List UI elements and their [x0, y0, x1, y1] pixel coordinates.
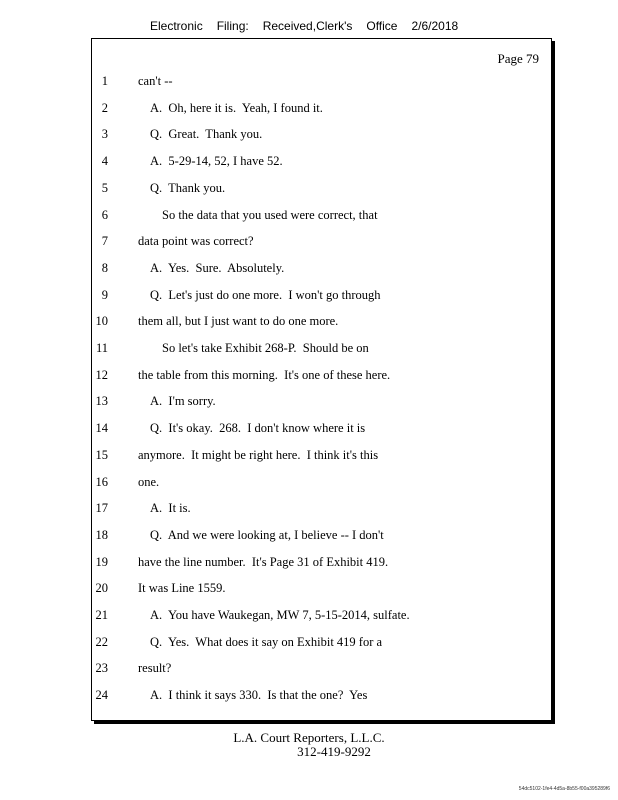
line-number: 1 — [101, 74, 108, 88]
transcript-line — [92, 125, 551, 143]
line-text: Q. Yes. What does it say on Exhibit 419 for a — [150, 634, 383, 649]
transcript-line — [92, 499, 551, 517]
transcript-line — [92, 286, 551, 304]
line-number: 13 — [95, 394, 108, 409]
line-text: It was Line 1559. — [138, 581, 226, 596]
transcript-line — [92, 553, 551, 571]
line-text: the table from this morning. It's one of these here. — [138, 367, 391, 382]
transcript-line — [92, 179, 551, 197]
transcript-line — [92, 206, 551, 224]
transcript-line — [92, 633, 551, 651]
line-number: 24 — [95, 688, 108, 703]
line-number: 14 — [95, 421, 108, 436]
transcript-line — [92, 152, 551, 170]
transcript-line — [92, 473, 551, 491]
line-text: A. 5-29-14, 52, I have 52. — [150, 154, 283, 169]
line-text: A. You have Waukegan, MW 7, 5-15-2014, sulfate. — [150, 608, 410, 622]
line-number: 19 — [95, 554, 108, 569]
filing-header — [150, 19, 472, 33]
line-text: result? — [138, 661, 172, 676]
transcript-line — [92, 259, 551, 277]
line-text: Q. Great. Thank you. — [150, 127, 263, 142]
transcript-line — [92, 366, 551, 384]
line-text: A. I think it says 330. Is that the one? Yes — [150, 688, 368, 703]
line-number: 15 — [95, 447, 108, 462]
filing-header-part: Received,Clerk's — [262, 19, 353, 33]
line-text: So let's take Exhibit 268-P. Should be on — [162, 341, 369, 355]
line-text: Q. Thank you. — [150, 180, 226, 195]
line-number: 23 — [95, 661, 108, 676]
line-text: anymore. It might be right here. I think it's this — [138, 447, 379, 462]
line-text: them all, but I just want to do one more. — [138, 314, 339, 329]
line-number: 12 — [95, 367, 108, 382]
filing-header-part: Office — [366, 19, 398, 33]
line-text: A. It is. — [150, 501, 191, 516]
line-text: So the data that you used were correct, that — [162, 207, 378, 222]
line-number: 22 — [95, 634, 108, 649]
transcript-line — [92, 392, 551, 410]
transcript-line — [92, 659, 551, 677]
line-number: 18 — [95, 527, 108, 542]
page-number: Page 79 — [497, 51, 539, 66]
transcript-page — [91, 38, 552, 721]
line-text: Q. And we were looking at, I believe -- I don't — [150, 527, 384, 542]
line-text: Q. It's okay. 268. I don't know where it is — [150, 421, 366, 436]
line-number: 10 — [95, 314, 108, 329]
line-number: 11 — [95, 341, 108, 355]
transcript-line — [92, 339, 551, 357]
transcript-line — [92, 606, 551, 624]
line-number: 17 — [95, 501, 108, 516]
line-number: 4 — [101, 154, 108, 169]
transcript-line — [92, 579, 551, 597]
footer — [0, 731, 618, 759]
line-text: can't -- — [138, 74, 173, 88]
transcript-line — [92, 419, 551, 437]
line-text: one. — [138, 474, 160, 489]
filing-header-part: Filing: — [216, 19, 249, 33]
transcript-line — [92, 72, 551, 90]
transcript-line — [92, 686, 551, 704]
line-number: 3 — [101, 127, 108, 142]
filing-header-part: 2/6/2018 — [411, 19, 459, 33]
transcript-line — [92, 99, 551, 117]
line-text: A. I'm sorry. — [150, 394, 216, 409]
transcript-line — [92, 232, 551, 250]
line-text: have the line number. It's Page 31 of Exhibit 419. — [138, 554, 389, 569]
line-number: 6 — [101, 207, 108, 222]
transcript-line — [92, 312, 551, 330]
transcript-line — [92, 446, 551, 464]
line-number: 16 — [95, 474, 108, 489]
line-text: A. Oh, here it is. Yeah, I found it. — [150, 100, 323, 115]
line-number: 7 — [101, 234, 108, 249]
line-number: 2 — [101, 100, 108, 115]
document-id: 54dc5102-1fe4-4d5a-8b55-f00a395289f6 — [518, 786, 610, 792]
line-number: 8 — [101, 260, 108, 275]
line-number: 20 — [95, 581, 108, 596]
line-number: 9 — [101, 287, 108, 302]
court-reporter-phone: 312-419-9292 — [297, 744, 371, 759]
transcript-line — [92, 526, 551, 544]
line-number: 21 — [95, 608, 108, 622]
line-text: Q. Let's just do one more. I won't go through — [150, 287, 381, 302]
court-reporter-name: L.A. Court Reporters, L.L.C. — [233, 730, 385, 745]
line-text: A. Yes. Sure. Absolutely. — [150, 260, 285, 275]
line-number: 5 — [101, 180, 108, 195]
line-text: data point was correct? — [138, 234, 254, 249]
filing-header-part: Electronic — [150, 19, 203, 33]
